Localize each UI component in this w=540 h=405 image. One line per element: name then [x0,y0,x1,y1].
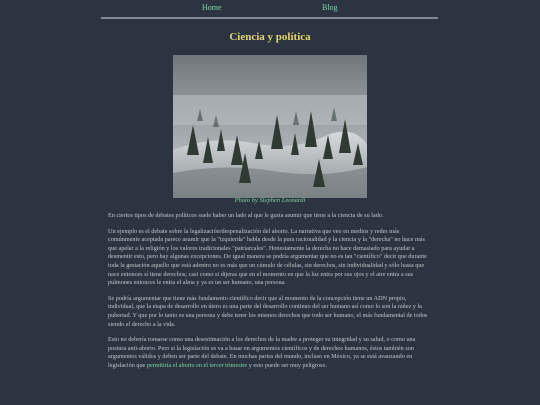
top-nav [101,0,438,19]
article-photo [173,55,367,198]
page-title: Ciencia y política [229,31,311,43]
paragraph-text: Esto no debería tomarse como una desestimación a los derechos de la madre a proteger su integridad y su salud, o como una postura anti-aborto. Pero si la legislación se va a basar en argumentos científicos y de derechos humanos, éstos también son argumentos válidos y deben ser parte del debate. En muchas partes del mundo, incluso en México, ya se está avanzando en legislación que [108,336,416,369]
nav-home-link[interactable]: Home [202,3,222,12]
nav-blog-link[interactable]: Blog [322,3,338,12]
snowy-forest-image [173,55,367,198]
paragraph [108,336,431,370]
photo-caption: Photo by Stephen Leonardi [234,197,306,204]
paragraph: En ciertos tipos de debates políticos suele haber un lado al que le gusta asumir que tiene a la ciencia de su lado. [108,212,384,219]
article-body [108,212,431,378]
third-trimester-link[interactable]: permitiría el aborto en el tercer trimestre [146,361,248,369]
paragraph: Un ejemplo es el debate sobre la legalización/despenalización del aborto. La narrativa que veo en medios y redes más comúnmente aceptada parece asumir que la "izquierda" habla desde la pura racionalidad y la ciencia y la "derecha" no hace más que apelar a la religión y los valores tradicionales "patriarcales". Honestamente la derecha no hace demasiado para ayudar a desmentir esto, pero hay algunas excepciones. De igual manera se podría argumentar que no es tan "científico" decir que durante toda la gestación aquello que está adentro no es más que un cúmulo de células, sin derechos, sin individualidad y sólo hasta que nace entonces sí tiene derechos; casi como si dijeras que en el momento en que la luz entra por sus ojos y el aire entra a sus pulmones entonces le entra el alma y ya es un ser humano, una persona. [108,227,427,287]
paragraph: Se podría argumentar que tiene más fundamento científico decir que al momento de la concepción tiene un ADN propio, individual, que la etapa de desarrollo en útero es una parte del desarrollo continuo del ser humano así como lo son la niñez y la pubertad. Y que por lo tanto es una persona y debe tener los mismos derechos que todo ser humano, el más fundamental de todos siendo el derecho a la vida. [108,294,428,328]
paragraph-text-end: y esto puede ser muy peligroso. [247,361,328,369]
